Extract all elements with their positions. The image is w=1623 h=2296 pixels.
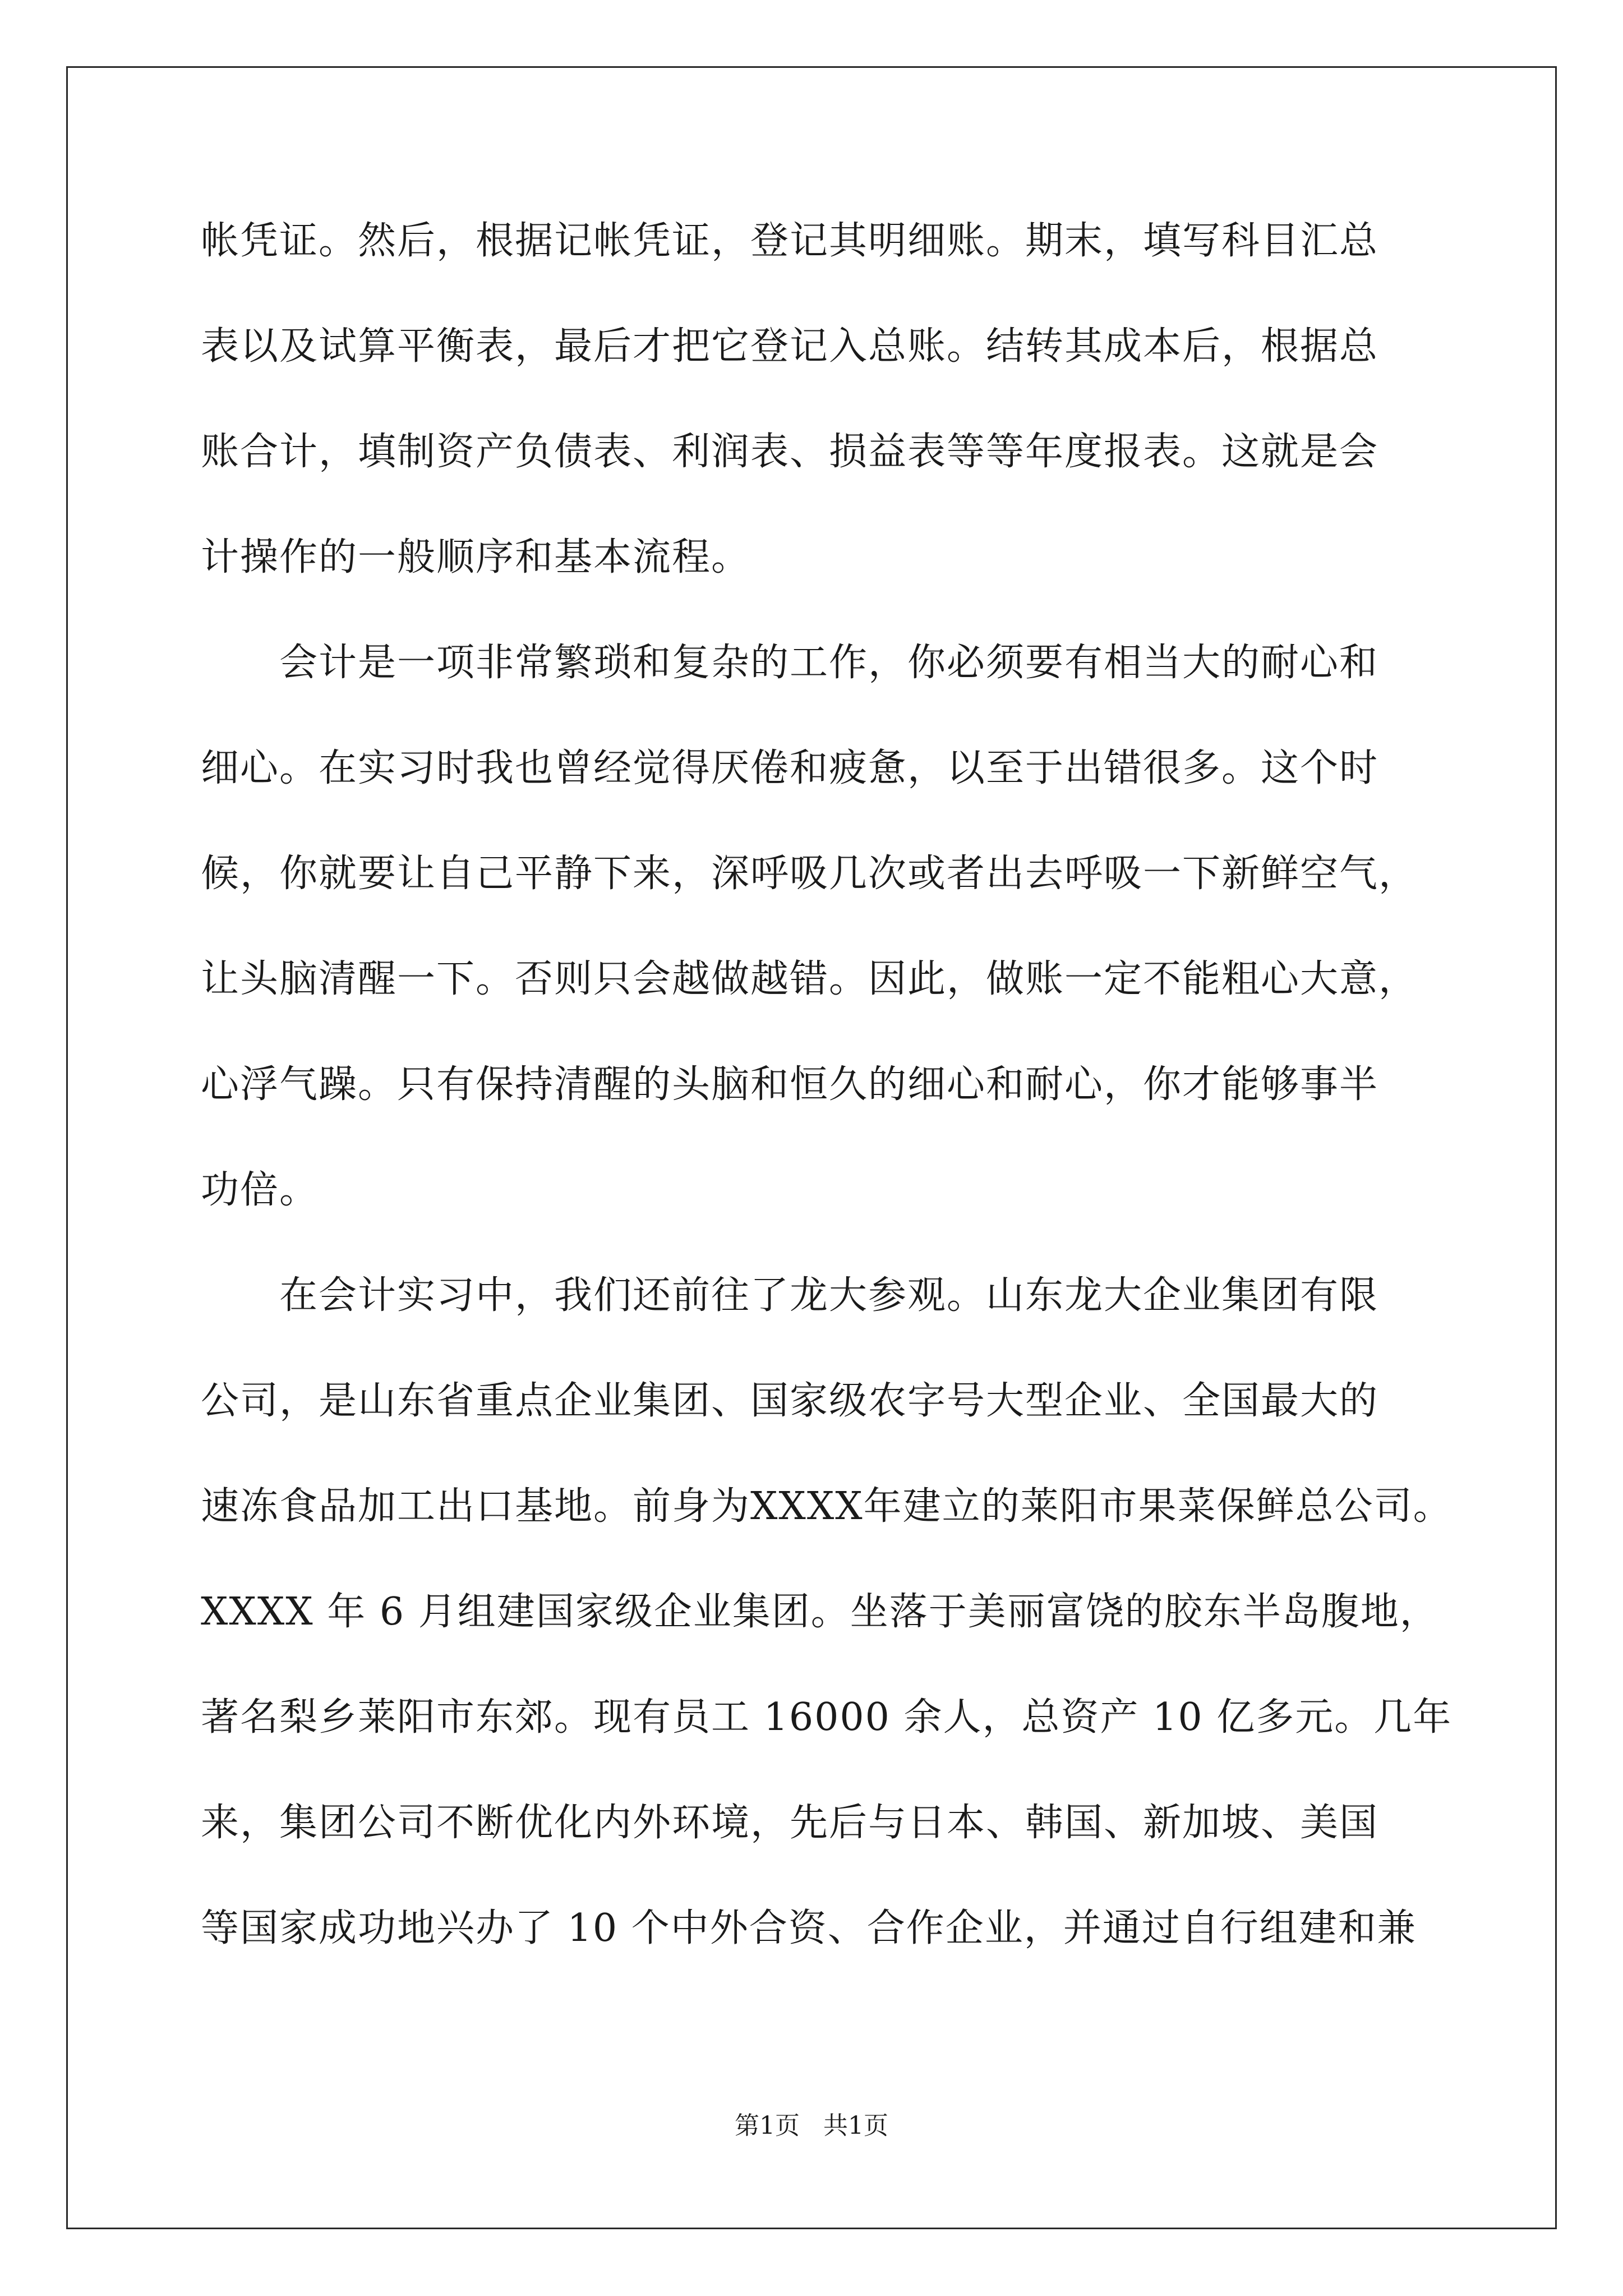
page-number-footer: 第1页 共1页 bbox=[735, 2111, 888, 2140]
text-line: 细心。在实习时我也曾经觉得厌倦和疲惫，以至于出错很多。这个时 bbox=[201, 746, 1379, 790]
text-line: 在会计实习中，我们还前往了龙大参观。山东龙大企业集团有限 bbox=[201, 1273, 1379, 1318]
text-line: 功倍。 bbox=[201, 1168, 319, 1212]
text-line: 公司，是山东省重点企业集团、国家级农字号大型企业、全国最大的 bbox=[201, 1379, 1379, 1423]
text-line: 账合计，填制资产负债表、利润表、损益表等等年度报表。这就是会 bbox=[201, 430, 1379, 474]
text-line: 心浮气躁。只有保持清醒的头脑和恒久的细心和耐心，你才能够事半 bbox=[201, 1062, 1379, 1107]
text-line: 表以及试算平衡表，最后才把它登记入总账。结转其成本后，根据总 bbox=[201, 324, 1379, 369]
text-line: XXXX 年 6 月组建国家级企业集团。坐落于美丽富饶的胶东半岛腹地， bbox=[201, 1590, 1439, 1634]
text-line: 来，集团公司不断优化内外环境，先后与日本、韩国、新加坡、美国 bbox=[201, 1801, 1379, 1845]
text-line: 会计是一项非常繁琐和复杂的工作，你必须要有相当大的耐心和 bbox=[201, 641, 1379, 685]
text-line: 让头脑清醒一下。否则只会越做越错。因此，做账一定不能粗心大意， bbox=[201, 957, 1418, 1001]
text-line: 候，你就要让自己平静下来，深呼吸几次或者出去呼吸一下新鲜空气， bbox=[201, 852, 1418, 896]
text-line: 等国家成功地兴办了 10 个中外合资、合作企业，并通过自行组建和兼 bbox=[201, 1906, 1417, 1950]
text-line: 帐凭证。然后，根据记帐凭证，登记其明细账。期末，填写科目汇总 bbox=[201, 219, 1379, 263]
text-line: 计操作的一般顺序和基本流程。 bbox=[201, 535, 751, 579]
text-line: 著名梨乡莱阳市东郊。现有员工 16000 余人，总资产 10 亿多元。几年 bbox=[201, 1695, 1453, 1740]
text-line: 速冻食品加工出口基地。前身为XXXX年建立的莱阳市果菜保鲜总公司。 bbox=[201, 1484, 1453, 1529]
